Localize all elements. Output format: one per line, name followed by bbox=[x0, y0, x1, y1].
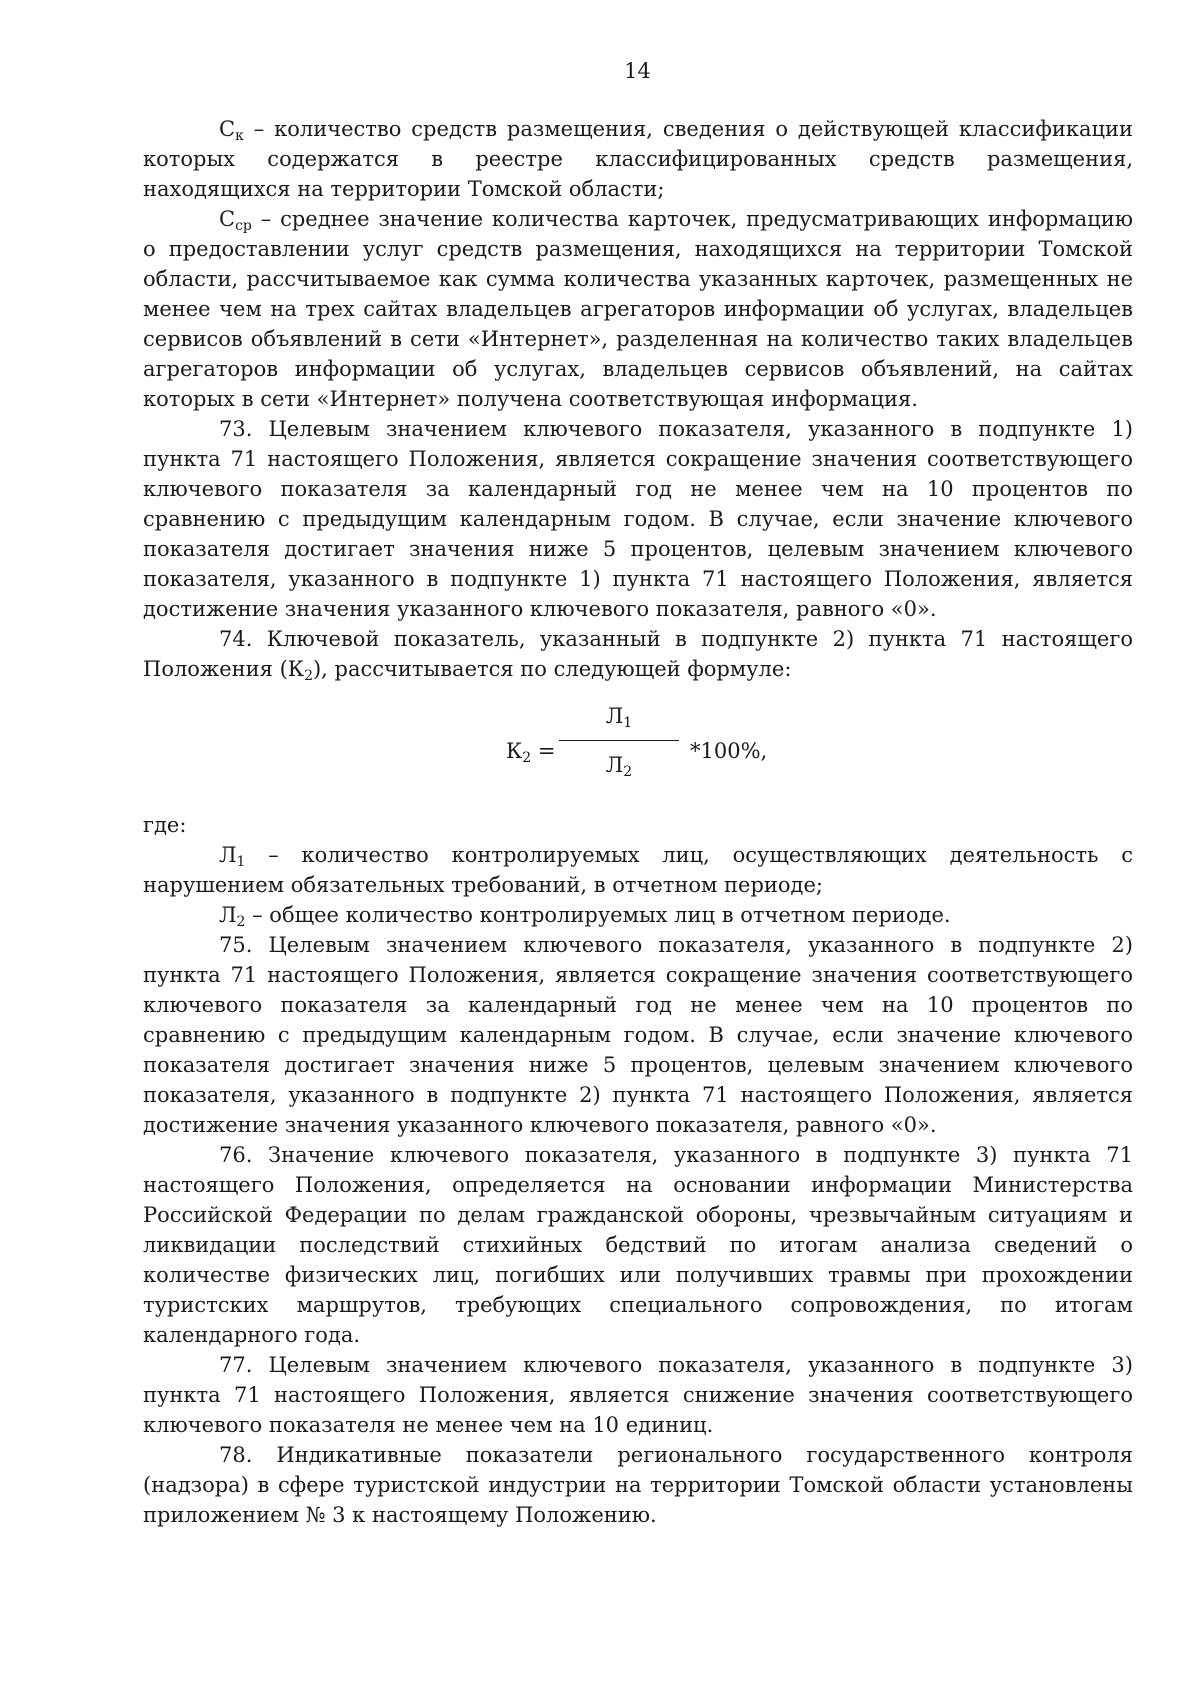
formula-denominator: $Л_2$ bbox=[605, 753, 633, 780]
formula-rhs: *100%, bbox=[690, 739, 768, 763]
document-body bbox=[143, 114, 1133, 1530]
formula-fraction bbox=[559, 698, 679, 783]
definition-ck: $С_к$ – количество средств размещения, сведения о действующей классификации которых содержатся в реестре классифицированных средств размещения, находящихся на территории Томской области; bbox=[143, 117, 1133, 201]
definition-l2: $Л_2$ – общее количество контролируемых лиц в отчетном периоде. bbox=[219, 903, 951, 930]
formula-k2 bbox=[143, 698, 1133, 802]
paragraph-74: 74. Ключевой показатель, указанный в подпункте 2) пункта 71 настоящего Положения $(К_2)$, рассчитывается по следующей формуле: bbox=[143, 627, 1133, 684]
paragraph-76: 76. Значение ключевого показателя, указанного в подпункте 3) пункта 71 настоящего Положения, определяется на основании информации Министерства Российской Федерации по делам гражданской обороны, чрезвычайным ситуациям и ликвидации последствий стихийных бедствий по итогам анализа сведений о количестве физических лиц, погибших или получивших травмы при прохождении туристских маршрутов, требующих специального сопровождения, по итогам календарного года. bbox=[143, 1143, 1133, 1347]
fraction-bar bbox=[559, 740, 679, 741]
where-label: где: bbox=[143, 813, 187, 837]
formula-lhs: $К_2$ = bbox=[506, 739, 556, 766]
paragraph-77: 77. Целевым значением ключевого показателя, указанного в подпункте 3) пункта 71 настоящего Положения, является снижение значения соответствующего ключевого показателя не менее чем на 10 единиц. bbox=[143, 1353, 1133, 1437]
definition-csr: $С_{ср}$ – среднее значение количества карточек, предусматривающих информацию о предоставлении услуг средств размещения, находящихся на территории Томской области, рассчитываемое как сумма количества указанных карточек, размещенных не менее чем на трех сайтах владельцев агрегаторов информации об услугах, владельцев сервисов объявлений в сети «Интернет», разделенная на количество таких владельцев агрегаторов информации об услугах, владельцев сервисов объявлений, на сайтах которых в сети «Интернет» получена соответствующая информация. bbox=[143, 207, 1133, 411]
page-number: 14 bbox=[624, 59, 651, 83]
paragraph-75: 75. Целевым значением ключевого показателя, указанного в подпункте 2) пункта 71 настоящего Положения, является сокращение значения соответствующего ключевого показателя за календарный год не менее чем на 10 процентов по сравнению с предыдущим календарным годом. В случае, если значение ключевого показателя достигает значения ниже 5 процентов, целевым значением ключевого показателя, указанного в подпункте 2) пункта 71 настоящего Положения, является достижение значения указанного ключевого показателя, равного «0». bbox=[143, 933, 1133, 1137]
paragraph-78: 78. Индикативные показатели регионального государственного контроля (надзора) в сфере туристской индустрии на территории Томской области установлены приложением № 3 к настоящему Положению. bbox=[143, 1443, 1133, 1527]
paragraph-73: 73. Целевым значением ключевого показателя, указанного в подпункте 1) пункта 71 настоящего Положения, является сокращение значения соответствующего ключевого показателя за календарный год не менее чем на 10 процентов по сравнению с предыдущим календарным годом. В случае, если значение ключевого показателя достигает значения ниже 5 процентов, целевым значением ключевого показателя, указанного в подпункте 1) пункта 71 настоящего Положения, является достижение значения указанного ключевого показателя, равного «0». bbox=[143, 417, 1133, 621]
definition-l1: $Л_1$ – количество контролируемых лиц, осуществляющих деятельность с нарушением обязательных требований, в отчетном периоде; bbox=[143, 843, 1133, 897]
formula-numerator: $Л_1$ bbox=[605, 704, 633, 731]
